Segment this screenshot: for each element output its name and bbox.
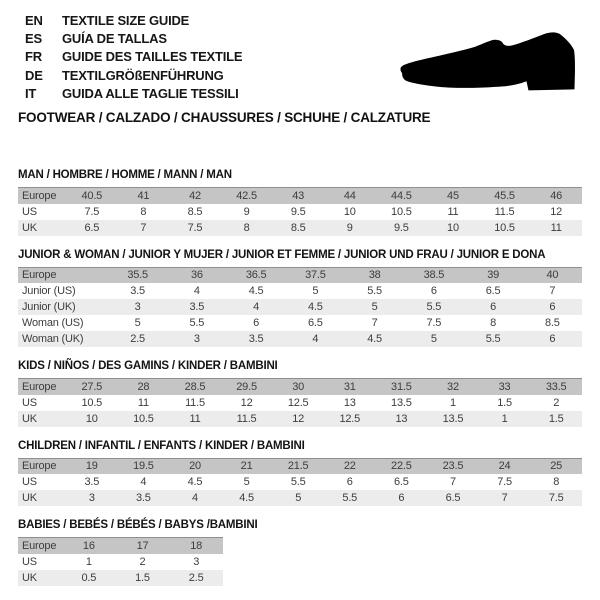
size-cell: 6.5 [376,474,428,490]
size-cell: 8 [221,220,273,236]
size-cell: 3 [169,554,223,570]
size-cell: 4 [227,299,286,315]
size-cell: 46 [530,188,582,204]
table-row [18,299,582,315]
row-label: Europe [18,267,108,283]
size-cell: 4.5 [227,283,286,299]
size-cell: 5.5 [167,315,226,331]
size-cell: 1.5 [116,570,170,586]
size-cell: 6 [464,299,523,315]
size-cell: 7.5 [404,315,463,331]
size-cell: 38.5 [404,267,463,283]
table-row [18,538,223,554]
size-cell: 0.5 [62,570,116,586]
size-cell: 5 [345,299,404,315]
size-cell: 5.5 [345,283,404,299]
size-cell: 3.5 [66,474,118,490]
size-table [18,537,223,586]
row-label: US [18,395,66,411]
table-row [18,570,223,586]
size-cell: 9.5 [272,204,324,220]
size-cell: 42.5 [221,188,273,204]
section-children [18,440,582,507]
size-cell: 4.5 [221,490,273,506]
size-cell: 7.5 [530,490,582,506]
size-cell: 4.5 [169,474,221,490]
size-cell: 27.5 [66,379,118,395]
size-cell: 1.5 [479,395,531,411]
language-code: EN [25,13,43,28]
size-cell: 9 [324,220,376,236]
table-row [18,331,582,347]
size-cell: 6 [227,315,286,331]
table-row [18,490,582,506]
size-cell: 28 [118,379,170,395]
size-cell: 22.5 [376,458,428,474]
dress-shoe-icon [394,18,576,96]
language-code: ES [25,31,42,47]
size-cell: 6 [523,331,582,347]
size-cell: 11 [530,220,582,236]
table-row [18,188,582,204]
size-cell: 21 [221,458,273,474]
size-cell: 1 [62,554,116,570]
language-code: DE [25,67,43,83]
size-cell: 11.5 [479,204,531,220]
row-label: UK [18,220,66,236]
size-cell: 6.5 [66,220,118,236]
size-cell: 10.5 [118,411,170,427]
section-man [18,169,582,236]
language-code: IT [25,85,37,101]
row-label: Europe [18,379,66,395]
size-cell: 35.5 [108,267,167,283]
size-cell: 2 [530,395,582,411]
size-cell: 13.5 [376,395,428,411]
language-title: TEXTILE SIZE GUIDE [62,13,190,28]
size-cell: 3.5 [118,490,170,506]
table-row [18,379,582,395]
size-cell: 23.5 [427,458,479,474]
size-cell: 7 [118,220,170,236]
language-code: FR [25,49,42,65]
category-heading: FOOTWEAR / CALZADO / CHAUSSURES / SCHUHE / CALZATURE [18,110,431,126]
size-cell: 5 [221,474,273,490]
size-cell: 6.5 [286,315,345,331]
size-cell: 1 [479,411,531,427]
size-cell: 8 [530,474,582,490]
size-cell: 5.5 [324,490,376,506]
size-cell: 13.5 [427,411,479,427]
size-cell: 39 [464,267,523,283]
size-cell: 3.5 [167,299,226,315]
size-cell: 8.5 [169,204,221,220]
size-cell: 6 [404,283,463,299]
size-cell: 45 [427,188,479,204]
size-cell: 12 [272,411,324,427]
size-cell: 28.5 [169,379,221,395]
size-cell: 4.5 [286,299,345,315]
size-cell: 10 [427,220,479,236]
size-cell: 3.5 [108,283,167,299]
size-cell: 5.5 [272,474,324,490]
table-row [18,411,582,427]
table-title: KIDS / NIÑOS / DES GAMINS / KINDER / BAMBINI [18,360,278,373]
size-cell: 45.5 [479,188,531,204]
size-cell: 42 [169,188,221,204]
size-cell: 10.5 [66,395,118,411]
size-cell: 5 [286,283,345,299]
size-cell: 17 [116,538,170,554]
size-cell: 7 [479,490,531,506]
table-title: JUNIOR & WOMAN / JUNIOR Y MUJER / JUNIOR ET FEMME / JUNIOR UND FRAU / JUNIOR E DONA [18,248,546,261]
size-cell: 13 [324,395,376,411]
size-cell: 13 [376,411,428,427]
size-cell: 7.5 [479,474,531,490]
size-cell: 4 [167,283,226,299]
size-cell: 1 [427,395,479,411]
size-cell: 44 [324,188,376,204]
size-cell: 24 [479,458,531,474]
size-cell: 7.5 [66,204,118,220]
size-cell: 3 [66,490,118,506]
size-cell: 9 [221,204,273,220]
size-cell: 10.5 [479,220,531,236]
size-cell: 11 [169,411,221,427]
table-row [18,204,582,220]
size-cell: 5 [404,331,463,347]
size-cell: 5 [108,315,167,331]
row-label: UK [18,570,62,586]
size-cell: 6.5 [427,490,479,506]
row-label: US [18,474,66,490]
size-cell: 7.5 [169,220,221,236]
size-cell: 36 [167,267,226,283]
table-row [18,220,582,236]
size-cell: 12 [530,204,582,220]
size-cell: 10 [66,411,118,427]
row-label: Europe [18,458,66,474]
size-cell: 21.5 [272,458,324,474]
language-title: GUIDE DES TAILLES TEXTILE [62,49,243,65]
size-cell: 7 [427,474,479,490]
size-cell: 25 [530,458,582,474]
size-cell: 31 [324,379,376,395]
size-cell: 19 [66,458,118,474]
row-label: Europe [18,538,62,554]
size-cell: 31.5 [376,379,428,395]
size-cell: 37.5 [286,267,345,283]
size-cell: 18 [169,538,223,554]
size-cell: 8.5 [523,315,582,331]
size-cell: 4 [118,474,170,490]
size-table [18,187,582,236]
size-cell: 8 [464,315,523,331]
language-title: TEXTILGRÖßENFÜHRUNG [62,67,224,83]
row-label: Junior (UK) [18,299,108,315]
size-cell: 7 [523,283,582,299]
table-row [18,267,582,283]
size-cell: 4.5 [345,331,404,347]
size-cell: 29.5 [221,379,273,395]
size-cell: 16 [62,538,116,554]
table-title: BABIES / BEBÉS / BÉBÉS / BABYS /BAMBINI [18,519,258,532]
table-row [18,554,223,570]
size-cell: 8.5 [272,220,324,236]
section-junior-woman [18,249,582,348]
size-cell: 3 [167,331,226,347]
size-cell: 4 [286,331,345,347]
row-label: US [18,204,66,220]
size-cell: 9.5 [376,220,428,236]
size-cell: 33.5 [530,379,582,395]
size-cell: 3.5 [227,331,286,347]
row-label: Woman (US) [18,315,108,331]
size-cell: 20 [169,458,221,474]
size-cell: 40 [523,267,582,283]
row-label: UK [18,490,66,506]
size-cell: 5.5 [404,299,463,315]
size-cell: 19.5 [118,458,170,474]
table-title: MAN / HOMBRE / HOMME / MANN / MAN [18,169,232,182]
size-tables-container [18,169,582,586]
size-cell: 33 [479,379,531,395]
row-label: US [18,554,62,570]
size-cell: 12.5 [324,411,376,427]
size-table [18,267,582,348]
size-cell: 3 [108,299,167,315]
size-cell: 10 [324,204,376,220]
size-cell: 41 [118,188,170,204]
table-row [18,474,582,490]
size-cell: 5.5 [464,331,523,347]
language-title: GUÍA DE TALLAS [62,31,167,47]
size-cell: 22 [324,458,376,474]
size-cell: 11.5 [221,411,273,427]
size-cell: 44.5 [376,188,428,204]
size-cell: 11 [427,204,479,220]
language-title: GUIDA ALLE TAGLIE TESSILI [62,85,239,101]
row-label: Europe [18,188,66,204]
table-row [18,395,582,411]
section-kids [18,360,582,427]
size-cell: 30 [272,379,324,395]
size-cell: 6.5 [464,283,523,299]
size-cell: 8 [118,204,170,220]
size-cell: 2 [116,554,170,570]
size-cell: 5 [272,490,324,506]
size-cell: 11 [118,395,170,411]
table-row [18,458,582,474]
size-cell: 6 [376,490,428,506]
row-label: UK [18,411,66,427]
row-label: Junior (US) [18,283,108,299]
size-cell: 12 [221,395,273,411]
size-cell: 11.5 [169,395,221,411]
size-cell: 10.5 [376,204,428,220]
size-cell: 36.5 [227,267,286,283]
table-row [18,315,582,331]
table-row [18,283,582,299]
table-title: CHILDREN / INFANTIL / ENFANTS / KINDER / BAMBINI [18,439,305,452]
size-table [18,458,582,507]
size-cell: 2.5 [108,331,167,347]
size-cell: 40.5 [66,188,118,204]
size-cell: 4 [169,490,221,506]
size-cell: 1.5 [530,411,582,427]
size-cell: 6 [523,299,582,315]
size-cell: 12.5 [272,395,324,411]
size-table [18,378,582,427]
size-cell: 7 [345,315,404,331]
size-cell: 38 [345,267,404,283]
section-babies [18,519,582,586]
size-cell: 2.5 [169,570,223,586]
size-cell: 43 [272,188,324,204]
row-label: Woman (UK) [18,331,108,347]
size-cell: 6 [324,474,376,490]
size-cell: 32 [427,379,479,395]
